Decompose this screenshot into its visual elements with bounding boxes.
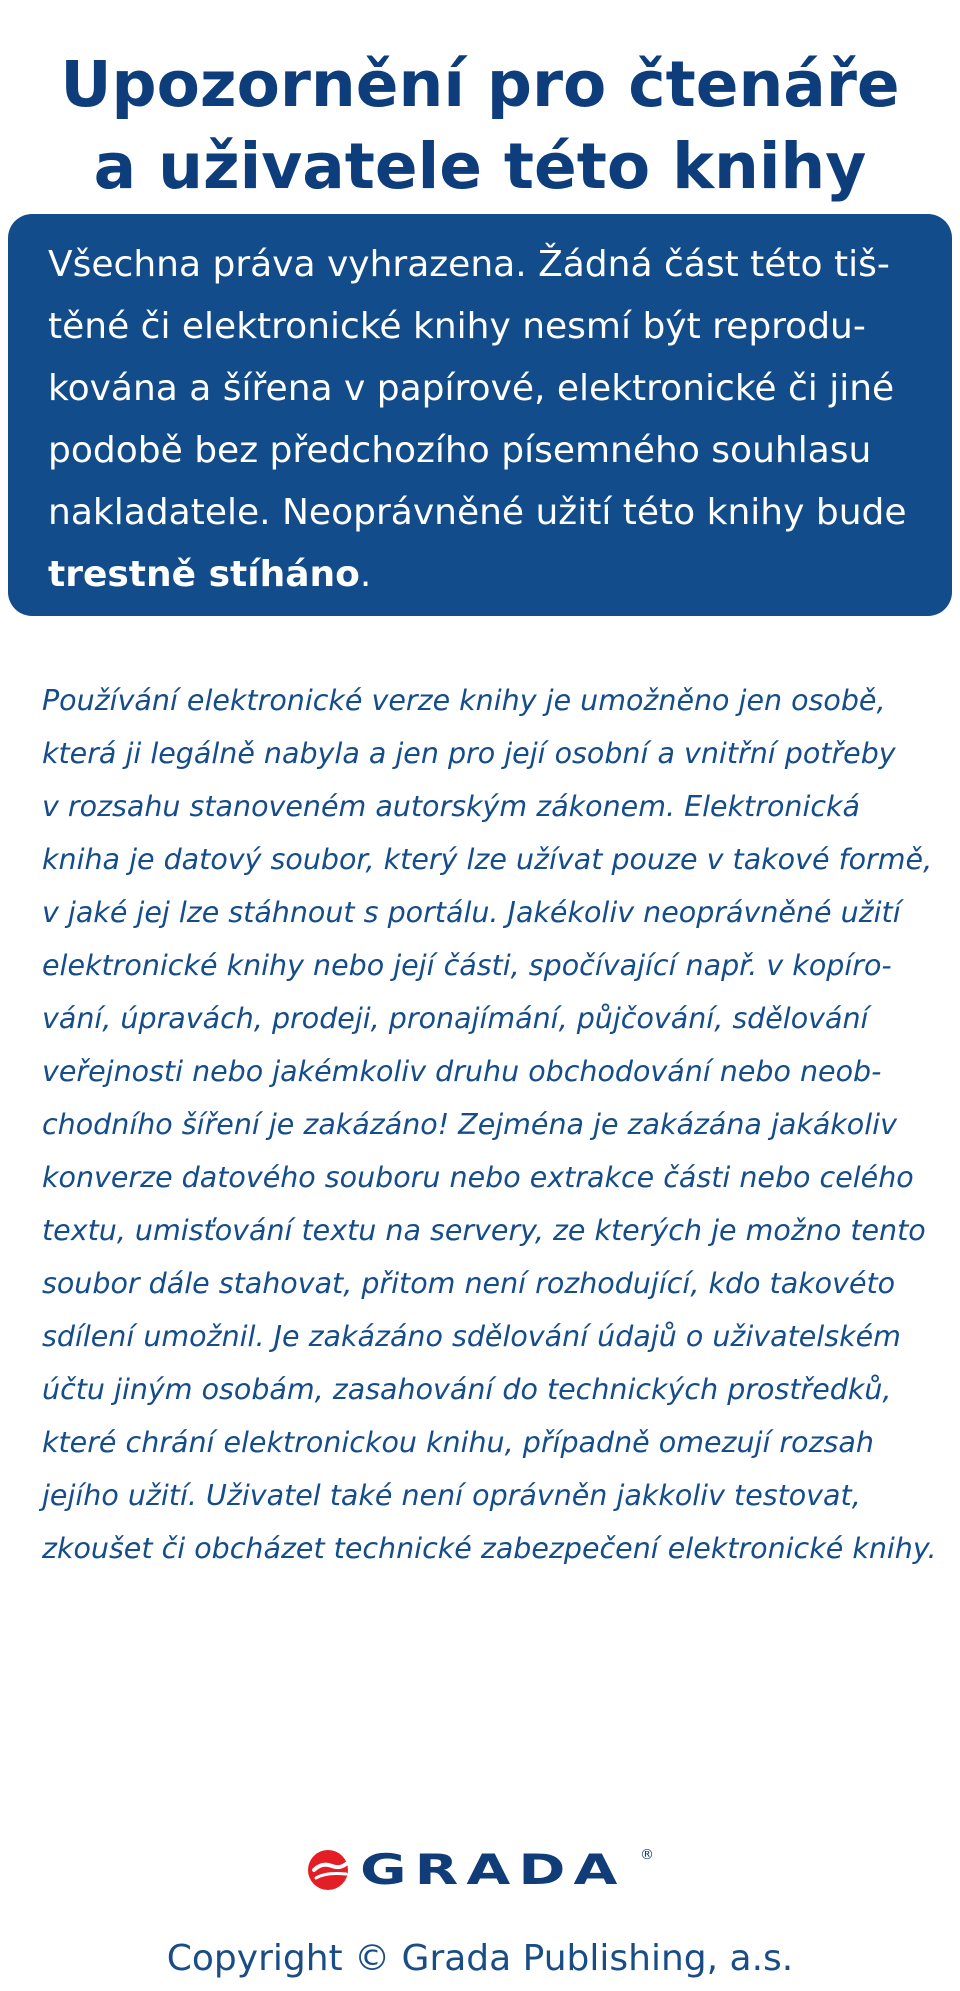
body-line: textu, umisťování textu na servery, ze kterých je možno tento	[42, 1214, 926, 1247]
notice-end-punctuation: .	[359, 554, 372, 595]
registered-mark: ®	[640, 1847, 654, 1863]
copyright-footer: Copyright © Grada Publishing, a.s.	[166, 1938, 794, 1979]
body-line: kniha je datový soubor, který lze užívat pouze v takové formě,	[42, 843, 933, 876]
notice-line-4: podobě bez předchozího písemného souhlasu	[48, 430, 872, 471]
body-line: sdílení umožnil. Je zakázáno sdělování údajů o uživatelském	[42, 1320, 901, 1353]
notice-emphasis: trestně stíháno	[48, 554, 360, 595]
page-title-line-1: Upozornění pro čtenáře	[60, 48, 900, 122]
grada-logo	[306, 1845, 656, 1895]
notice-line-2: těné či elektronické knihy nesmí být reprodu-	[48, 306, 866, 347]
grada-logo-mark-icon	[306, 1848, 350, 1892]
body-line: Používání elektronické verze knihy je umožněno jen osobě,	[42, 684, 886, 717]
body-line: účtu jiným osobám, zasahování do technických prostředků,	[42, 1373, 892, 1406]
body-line: chodního šíření je zakázáno! Zejména je zakázána jakákoliv	[42, 1108, 897, 1141]
body-line: soubor dále stahovat, přitom není rozhodující, kdo takovéto	[42, 1267, 896, 1300]
page-title-line-2: a uživatele této knihy	[93, 130, 867, 204]
body-line: elektronické knihy nebo její části, spočívající např. v kopíro-	[42, 949, 892, 982]
notice-line-5: nakladatele. Neoprávněné užití této knihy bude	[48, 492, 907, 533]
notice-line-1: Všechna práva vyhrazena. Žádná část této tiš-	[48, 244, 890, 285]
notice-line-3: kována a šířena v papírové, elektronické či jiné	[48, 368, 895, 409]
body-line: konverze datového souboru nebo extrakce části nebo celého	[42, 1161, 914, 1194]
body-line: v jaké jej lze stáhnout s portálu. Jakékoliv neoprávněné užití	[42, 896, 901, 929]
body-line: v rozsahu stanoveném autorským zákonem. Elektronická	[42, 790, 860, 823]
body-line: zkoušet či obcházet technické zabezpečení elektronické knihy.	[42, 1532, 937, 1565]
body-line: které chrání elektronickou knihu, případně omezují rozsah	[42, 1426, 874, 1459]
body-line: veřejnosti nebo jakémkoliv druhu obchodování nebo neob-	[42, 1055, 882, 1088]
body-line: která ji legálně nabyla a jen pro její osobní a vnitřní potřeby	[42, 737, 896, 770]
usage-terms-paragraph	[42, 674, 937, 1575]
page-title	[0, 42, 960, 208]
grada-logo-wordmark: GRADA	[360, 1845, 626, 1894]
notice-line-6	[48, 544, 922, 606]
rights-notice-box	[8, 214, 952, 616]
body-line: vání, úpravách, prodeji, pronajímání, půjčování, sdělování	[42, 1002, 869, 1035]
body-line: jejího užití. Uživatel také není oprávněn jakkoliv testovat,	[42, 1479, 861, 1512]
